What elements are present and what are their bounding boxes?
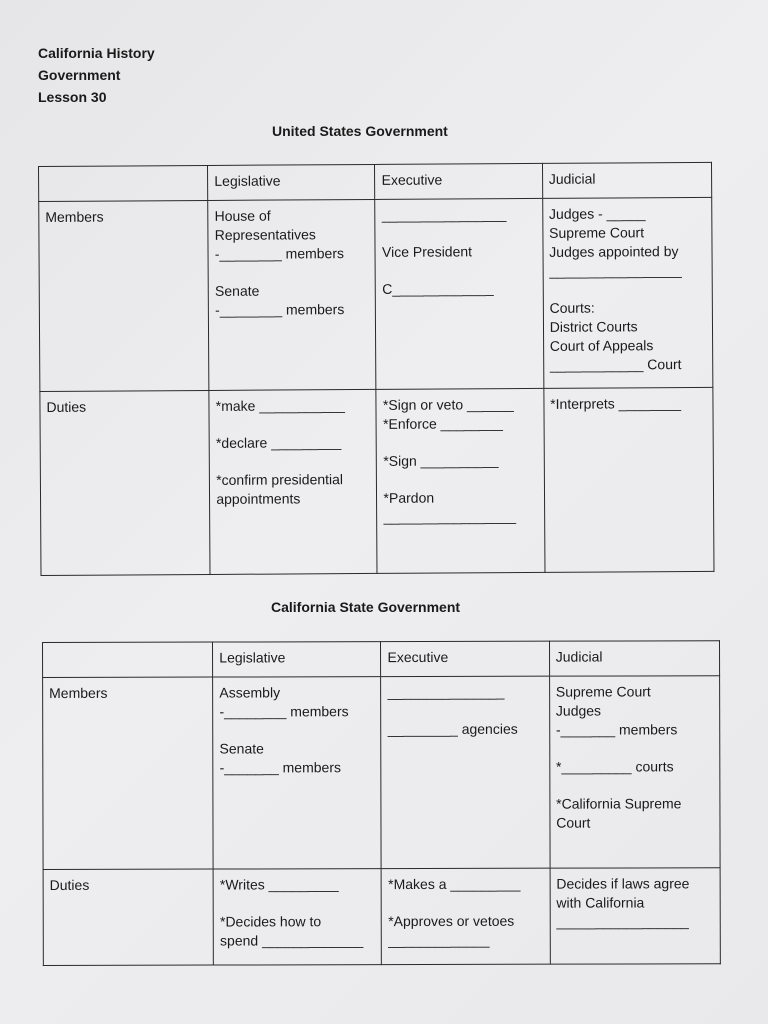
line-gap <box>556 739 713 757</box>
line-gap <box>383 433 537 452</box>
line-gap <box>388 702 543 720</box>
cell-line: _________ agencies <box>387 720 518 738</box>
lesson-number: Lesson 30 <box>38 89 107 105</box>
cell-line: *California Supreme <box>556 795 682 812</box>
cell-line: *Sign __________ <box>383 452 499 469</box>
lesson-header <box>38 42 155 108</box>
column-header-executive: Executive <box>381 641 549 676</box>
duties-row <box>43 868 720 966</box>
cell-line: Assembly <box>219 684 281 701</box>
cell-members-executive <box>381 676 550 868</box>
cell-members-judicial <box>542 197 712 388</box>
corner-cell <box>39 165 208 201</box>
cell-line: Decides if laws agree <box>556 875 690 892</box>
line-gap <box>382 261 536 280</box>
cell-line: _________________ <box>383 508 517 525</box>
cell-line: ____________ Court <box>549 356 682 373</box>
column-header-legislative: Legislative <box>213 642 381 677</box>
course-title: California History <box>38 45 155 61</box>
cell-line: -_______ members <box>219 759 342 776</box>
line-gap <box>556 776 713 794</box>
cell-members-legislative <box>208 199 376 390</box>
us-section-title: United States Government <box>272 123 448 139</box>
cell-duties-judicial <box>544 387 714 572</box>
cell-line: Supreme Court <box>555 683 651 700</box>
column-header-executive: Executive <box>375 163 542 199</box>
line-gap <box>216 452 370 471</box>
line-gap <box>382 224 536 243</box>
cell-line: Representatives <box>214 226 316 243</box>
cell-line: Vice President <box>381 243 473 260</box>
cell-line: *_________ courts <box>556 758 674 775</box>
cell-members-legislative <box>213 677 382 869</box>
members-row <box>39 197 713 391</box>
ca-government-table <box>42 640 721 966</box>
cell-line: Supreme Court <box>549 224 645 241</box>
line-gap <box>220 894 375 912</box>
cell-members-executive <box>375 198 543 389</box>
cell-line: *declare _________ <box>215 434 342 451</box>
cell-line: -________ members <box>215 301 345 318</box>
cell-duties-legislative <box>209 389 377 574</box>
row-label-members: Members <box>39 200 209 391</box>
cell-line: *Enforce ________ <box>383 415 503 432</box>
ca-section-title: California State Government <box>271 599 461 615</box>
cell-line: _________________ <box>549 262 682 279</box>
cell-line: C_____________ <box>382 280 494 297</box>
cell-line: House of <box>214 207 271 224</box>
cell-line: _________________ <box>556 913 689 930</box>
cell-line: Judges <box>555 702 602 719</box>
duties-row <box>40 387 714 575</box>
unit-title: Government <box>38 67 121 83</box>
column-header-judicial: Judicial <box>549 641 719 676</box>
row-label-members: Members <box>43 677 214 869</box>
cell-line: *Interprets ________ <box>550 395 681 412</box>
cell-duties-executive <box>382 868 550 964</box>
row-label-duties: Duties <box>43 869 214 965</box>
cell-duties-judicial <box>550 868 721 964</box>
cell-line: *Writes _________ <box>219 876 339 893</box>
cell-line: Senate <box>214 282 260 299</box>
cell-line: *Makes a _________ <box>388 875 521 893</box>
cell-line: Court of Appeals <box>549 337 654 354</box>
cell-line: Senate <box>219 740 264 757</box>
line-gap <box>549 280 705 299</box>
cell-line: _____________ <box>388 931 490 949</box>
line-gap <box>388 894 543 912</box>
cell-duties-legislative <box>213 869 381 965</box>
line-gap <box>383 470 537 489</box>
cell-line: *Pardon <box>383 489 435 506</box>
cell-line: Court <box>556 814 591 831</box>
table-header-row <box>39 162 712 201</box>
cell-line: _______________ <box>387 683 505 701</box>
line-gap <box>219 721 374 739</box>
corner-cell <box>43 642 213 677</box>
table-header-row <box>43 641 720 678</box>
line-gap <box>216 415 370 434</box>
members-row <box>43 676 721 870</box>
line-gap <box>215 263 369 282</box>
cell-line: District Courts <box>549 318 638 335</box>
cell-duties-executive <box>376 388 544 573</box>
cell-line: spend _____________ <box>220 932 364 949</box>
cell-line: -________ members <box>214 245 345 262</box>
cell-line: Judges appointed by <box>549 243 679 260</box>
cell-line: appointments <box>216 490 301 507</box>
cell-line: -________ members <box>219 703 349 720</box>
cell-line: *Decides how to <box>219 913 322 930</box>
cell-line: ________________ <box>381 206 507 223</box>
cell-line: *confirm presidential <box>216 471 344 488</box>
row-label-duties: Duties <box>40 390 210 575</box>
cell-line: -_______ members <box>555 721 678 738</box>
cell-line: Judges - _____ <box>548 205 646 222</box>
column-header-judicial: Judicial <box>542 162 711 198</box>
cell-line: *Approves or vetoes <box>388 912 515 930</box>
column-header-legislative: Legislative <box>208 164 375 200</box>
cell-line: with California <box>556 894 645 911</box>
us-government-table <box>38 162 714 576</box>
cell-members-judicial <box>549 676 720 868</box>
cell-line: Courts: <box>549 299 595 316</box>
cell-line: *make ___________ <box>215 397 345 414</box>
cell-line: *Sign or veto ______ <box>382 396 514 413</box>
